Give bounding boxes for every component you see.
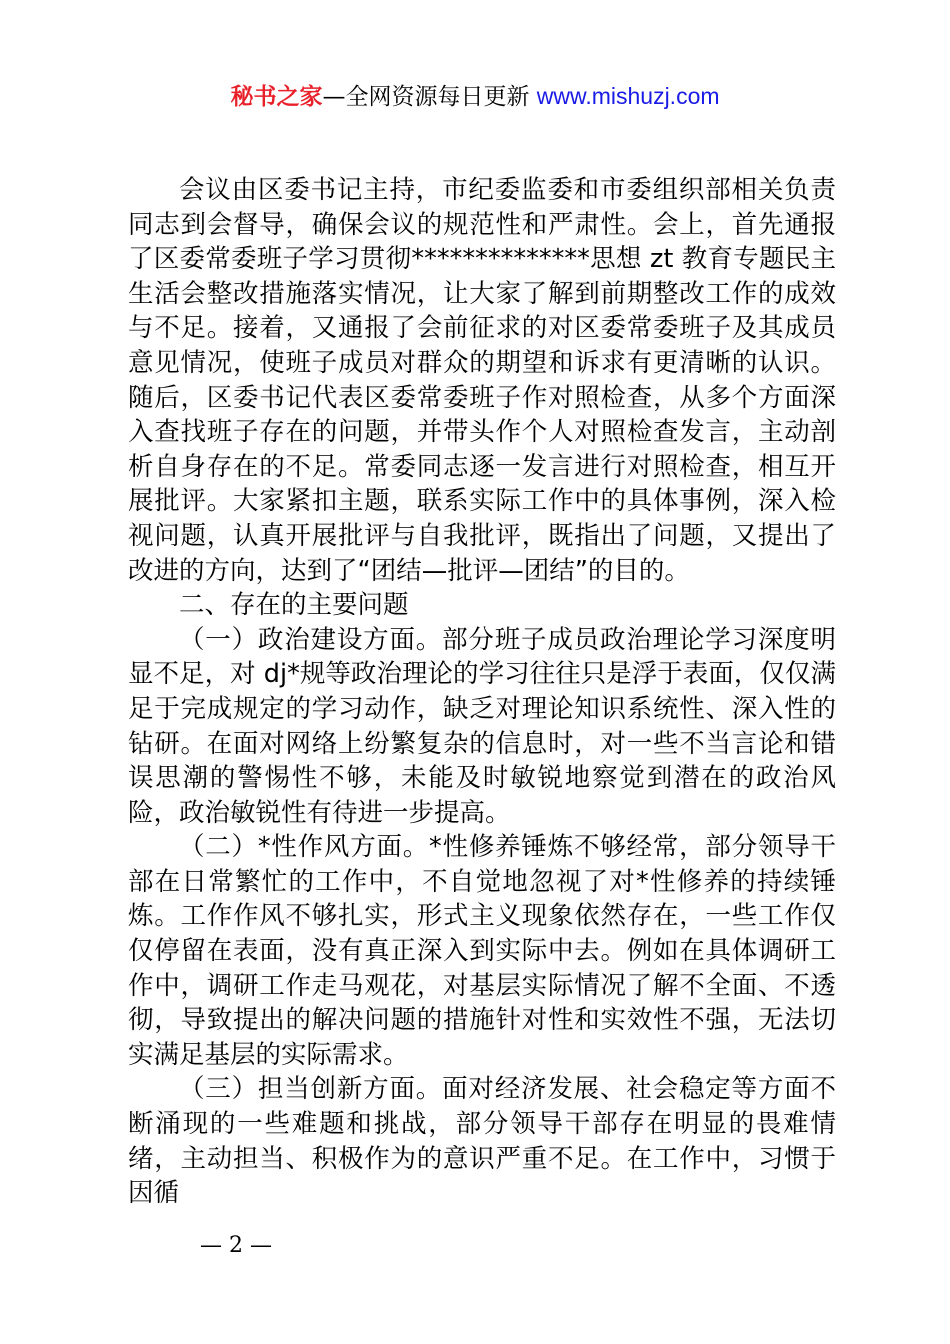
page-number: — 2 — xyxy=(200,1233,272,1258)
site-header xyxy=(0,80,950,113)
header-tagline: —全网资源每日更新 xyxy=(322,84,537,110)
site-url-link[interactable]: www.mishuzj.com xyxy=(536,83,720,109)
section-heading-main-problems: 二、存在的主要问题 xyxy=(179,590,409,621)
document-body xyxy=(128,173,836,1211)
paragraph-work-style: （二）*性作风方面。*性修养锤炼不够经常，部分领导干部在日常繁忙的工作中，不自觉地忽视了对*性修养的持续锤炼。工作作风不够扎实，形式主义现象依然存在，一些工作仅仅停留在表面，没有真正深入到实际中去。例如在具体调研工作中，调研工作走马观花，对基层实际情况了解不全面、不透彻，导致提出的解决问题的措施针对性和实效性不强，无法切实满足基层的实际需求。 xyxy=(128,832,836,1070)
brand-name: 秘书之家 xyxy=(230,84,323,110)
paragraph-meeting-summary: 会议由区委书记主持，市纪委监委和市委组织部相关负责同志到会督导，确保会议的规范性和严肃性。会上，首先通报了区委常委班子学习贯彻**************思想 zt 教育专题民主生活会整改措施落实情况，让大家了解到前期整改工作的成效与不足。接着，又通报了会前征求的对区委常委班子及其成员意见情况，使班子成员对群众的期望和诉求有更清晰的认识。随后，区委书记代表区委常委班子作对照检查，从多个方面深入查找班子存在的问题，并带头作个人对照检查发言，主动剖析自身存在的不足。常委同志逐一发言进行对照检查，相互开展批评。大家紧扣主题，联系实际工作中的具体事例，深入检视问题，认真开展批评与自我批评，既指出了问题，又提出了改进的方向，达到了“团结—批评—团结”的目的。 xyxy=(128,175,836,586)
paragraph-political-construction: （一）政治建设方面。部分班子成员政治理论学习深度明显不足，对 dj*规等政治理论的学习往往只是浮于表面，仅仅满足于完成规定的学习动作，缺乏对理论知识系统性、深入性的钻研。在面对网络上纷繁复杂的信息时，对一些不当言论和错误思潮的警惕性不够，未能及时敏锐地察觉到潜在的政治风险，政治敏锐性有待进一步提高。 xyxy=(128,624,836,828)
paragraph-responsibility-innovation: （三）担当创新方面。面对经济发展、社会稳定等方面不断涌现的一些难题和挑战，部分领导干部存在明显的畏难情绪，主动担当、积极作为的意识严重不足。在工作中，习惯于因循 xyxy=(128,1074,836,1209)
